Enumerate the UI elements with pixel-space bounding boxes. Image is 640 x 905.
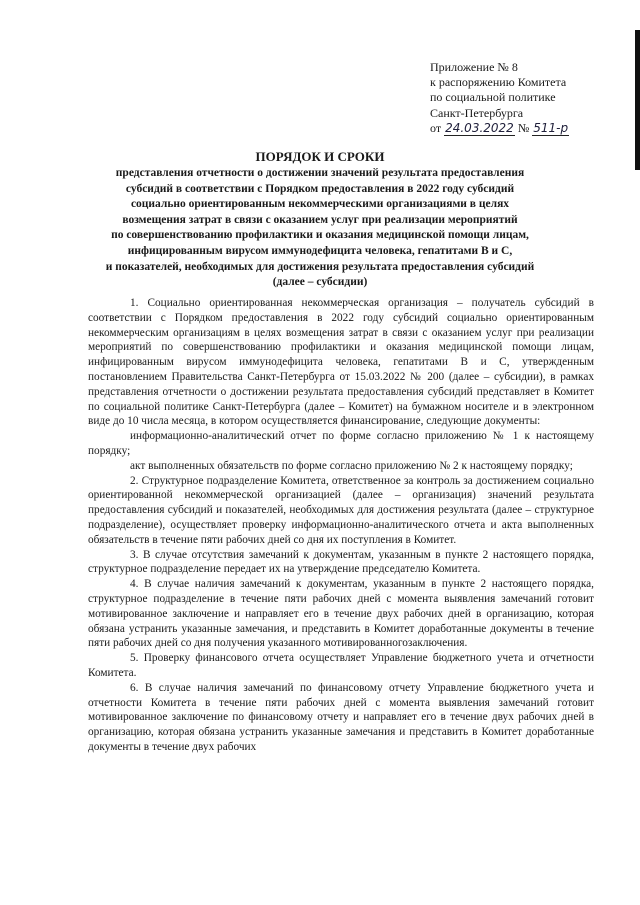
- subtitle-line: субсидий в соответствии с Порядком предоставления в 2022 году субсидий: [125, 182, 515, 195]
- appendix-line: Санкт-Петербурга: [430, 105, 524, 120]
- document-title: ПОРЯДОК И СРОКИ: [255, 149, 385, 164]
- appendix-date-line: [430, 121, 620, 136]
- subtitle-line: (далее – субсидии): [272, 276, 368, 289]
- appendix-line: Приложение № 8: [430, 60, 518, 74]
- paragraph: 2. Структурное подразделение Комитета, ответственное за контроль за достижением социально ориентированной некоммерческой организацией (далее – организация) значений результата предоставления субсидий и показателей, необходимых для достижения результата (далее – структурное подразделение), осуществляет проверку информационно-аналитического отчета и акта выполненных обязательств в течение пяти рабочих дней со дня их поступления в Комитет.: [88, 474, 594, 546]
- subtitle-line: возмещения затрат в связи с оказанием услуг при реализации мероприятий: [122, 213, 518, 226]
- paragraph: 1. Социально ориентированная некоммерческая организация – получатель субсидий в соответствии с Порядком предоставления в 2022 году субсидий социально ориентированным некоммерческим организациям в целях возмещения затрат в связи с оказанием услуг при реализации мероприятий по совершенствованию профилактики и оказания медицинской помощи лицам, инфицированным вирусом иммунодефицита человека, гепатитами В и С, утвержденным постановлением Правительства Санкт-Петербурга от 15.03.2022 № 200 (далее – субсидии), в рамках представления отчетности о достижении результата предоставления субсидий представляет в Комитет по социальной политике Санкт-Петербурга (далее – Комитет) на бумажном носителе и в электронном виде до 10 числа месяца, в котором осуществляется финансирование, следующие документы:: [88, 297, 594, 428]
- subtitle-line: и показателей, необходимых для достижения результата предоставления субсидий: [105, 260, 535, 273]
- subtitle-line: инфицированным вирусом иммунодефицита человека, гепатитами В и С,: [127, 244, 513, 257]
- paragraph: 3. В случае отсутствия замечаний к документам, указанным в пункте 2 настоящего порядка, структурное подразделение передает их на утверждение председателю Комитета.: [88, 548, 594, 576]
- subtitle-line: представления отчетности о достижении значений результата предоставления: [115, 167, 525, 179]
- handwritten-number: 511-р: [533, 120, 569, 135]
- from-prefix: от: [430, 120, 442, 135]
- paragraph: информационно-аналитический отчет по форме согласно приложению № 1 к настоящему порядку;: [88, 430, 594, 457]
- appendix-line: к распоряжению Комитета: [430, 75, 567, 90]
- subtitle-line: по совершенствованию профилактики и оказания медицинской помощи лицам,: [111, 229, 529, 242]
- appendix-line: по социальной политике: [430, 90, 556, 105]
- number-prefix: №: [517, 120, 530, 135]
- handwritten-date: 24.03.2022: [445, 120, 514, 135]
- paragraph: 5. Проверку финансового отчета осуществляет Управление бюджетного учета и отчетности Комитета.: [88, 652, 594, 679]
- document-subtitle: [80, 166, 560, 291]
- document-body: [88, 296, 594, 755]
- subtitle-line: социально ориентированным некоммерческими организациями в целях: [130, 198, 510, 211]
- appendix-block: [430, 60, 620, 136]
- paragraph: 6. В случае наличия замечаний по финансовому отчету Управление бюджетного учета и отчетности Комитета в течение пяти рабочих дней с момента выявления замечаний готовит мотивированное заключение по финансовому отчету и направляет его в течение двух рабочих дней в организацию, которая обязана устранить указанные замечания и представить в Комитет доработанные документы в течение двух рабочих: [88, 681, 594, 753]
- paragraph: 4. В случае наличия замечаний к документам, указанным в пункте 2 настоящего порядка, структурное подразделение в течение пяти рабочих дней с момента выявления замечаний готовит мотивированное заключение и направляет его в течение двух рабочих дней в организацию, которая обязана устранить указанные замечания, и представить в Комитет доработанные документы в течение пяти рабочих дней со дня получения указанного мотивированногозаключения.: [88, 578, 594, 650]
- paragraph: акт выполненных обязательств по форме согласно приложению № 2 к настоящему порядку;: [130, 459, 573, 472]
